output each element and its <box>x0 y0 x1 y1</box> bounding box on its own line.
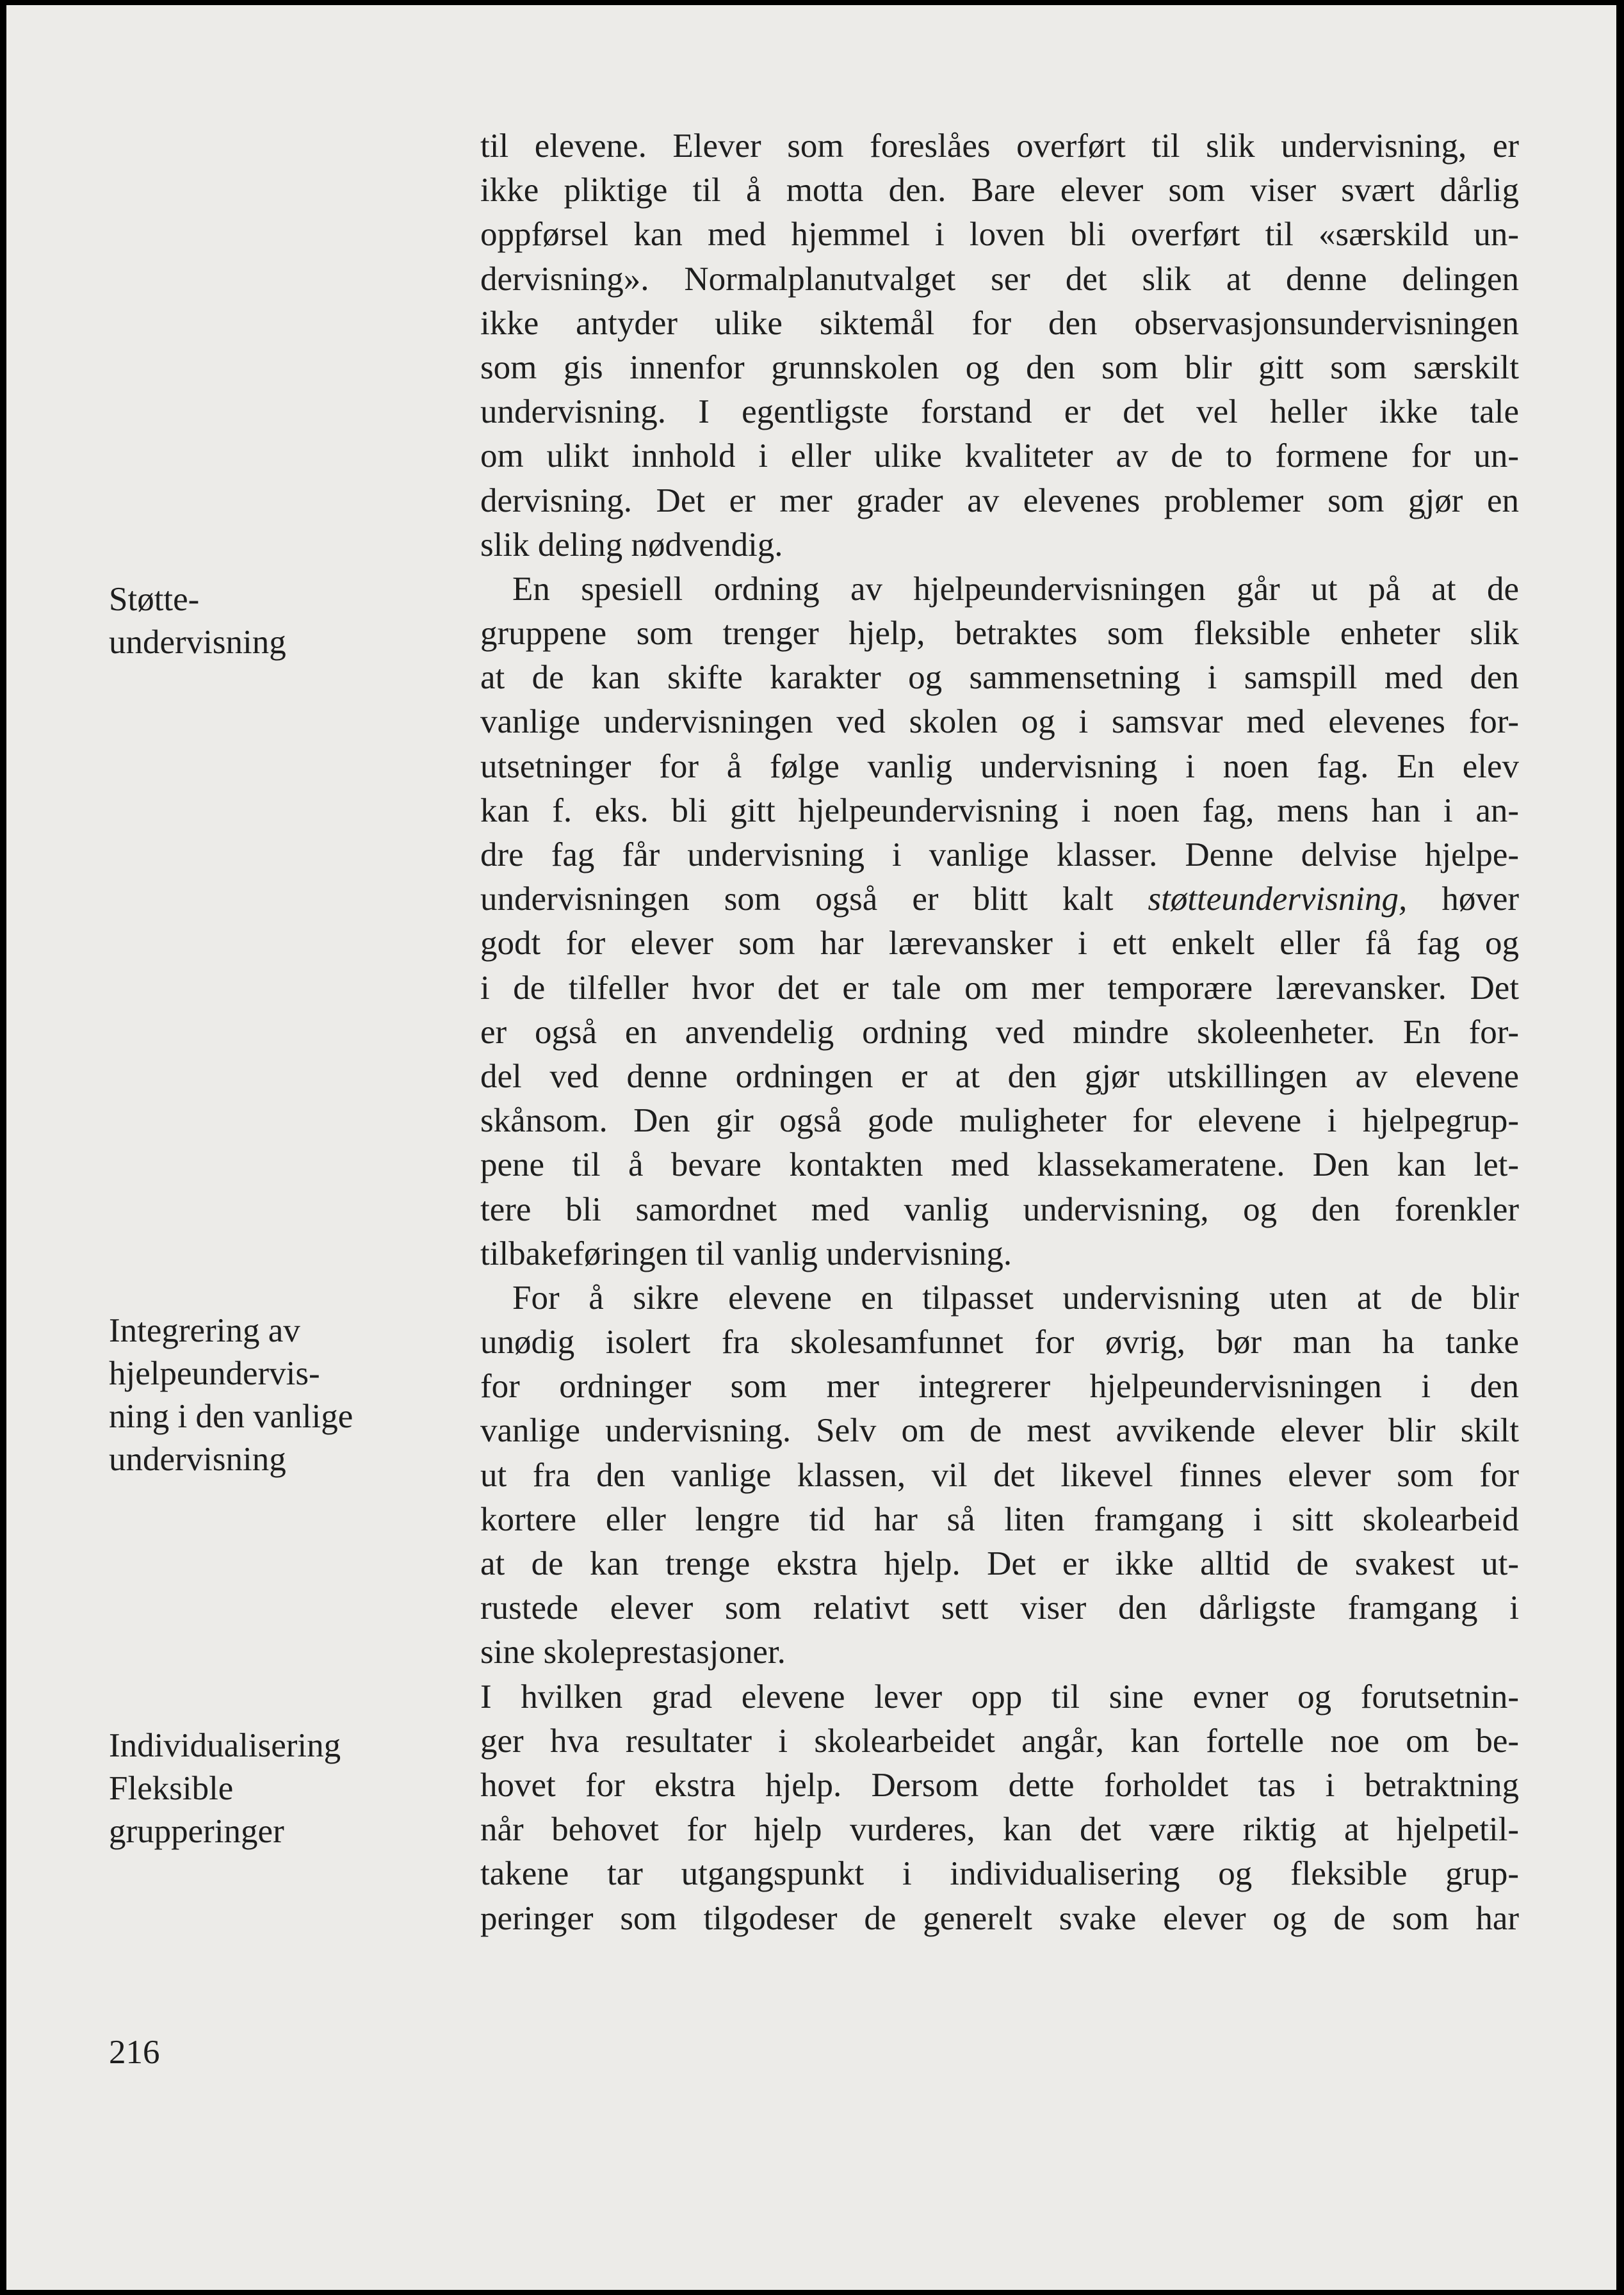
book-page <box>6 5 1616 2290</box>
text-line: sine skoleprestasjoner. <box>480 1634 786 1671</box>
text-line: dre fag får undervisning i vanlige klasser. Denne delvise hjelpe- <box>480 836 1519 873</box>
text-line: ut fra den vanlige klassen, vil det likevel finnes elever som for <box>480 1456 1519 1494</box>
page-number: 216 <box>109 2034 160 2071</box>
text-line: vanlige undervisning. Selv om de mest avvikende elever blir skilt <box>480 1412 1519 1450</box>
text-line: rustede elever som relativt sett viser den dårligste framgang i <box>480 1589 1519 1627</box>
text-line: ikke antyder ulike siktemål for den observasjonsundervisningen <box>480 304 1519 342</box>
text-line: for ordninger som mer integrerer hjelpeundervisningen i den <box>480 1368 1519 1406</box>
text-line: skånsom. Den gir også gode muligheter for elevene i hjelpegrup- <box>480 1102 1519 1140</box>
text-line: oppførsel kan med hjemmel i loven bli overført til «særskild un- <box>480 216 1519 254</box>
margin-note-line: ning i den vanlige <box>109 1398 353 1435</box>
text-line: I hvilken grad elevene lever opp til sine evner og forutsetnin- <box>480 1678 1519 1715</box>
margin-note-line: hjelpeundervis- <box>109 1355 320 1392</box>
text-line: peringer som tilgodeser de generelt svake elever og de som har <box>480 1899 1519 1937</box>
text-segment: undervisningen som også er blitt kalt <box>480 880 1114 918</box>
body-text <box>480 124 1519 1941</box>
text-line: dervisning». Normalplanutvalget ser det slik at denne delingen <box>480 260 1519 298</box>
text-line: ger hva resultater i skolearbeidet angår, kan fortelle noe om be- <box>480 1722 1519 1760</box>
margin-note-line: Integrering av <box>109 1312 300 1349</box>
text-line: undervisning. I egentligste forstand er det vel heller ikke tale <box>480 393 1519 431</box>
text-line: som gis innenfor grunnskolen og den som blir gitt som særskilt <box>480 348 1519 386</box>
text-line: kan f. eks. bli gitt hjelpeundervisning i noen fag, mens han i an- <box>480 791 1519 829</box>
text-line: om ulikt innhold i eller ulike kvaliteter av de to formene for un- <box>480 437 1519 475</box>
margin-note-line: undervisning <box>109 624 286 661</box>
text-line: når behovet for hjelp vurderes, kan det være riktig at hjelpetil- <box>480 1811 1519 1849</box>
text-line: ikke pliktige til å motta den. Bare elever som viser svært dårlig <box>480 172 1519 209</box>
text-line: i de tilfeller hvor det er tale om mer temporære lærevansker. Det <box>480 969 1519 1007</box>
text-line: gruppene som trenger hjelp, betraktes som fleksible enheter slik <box>480 615 1519 653</box>
margin-note-individualisering <box>109 1724 467 1853</box>
text-line: takene tar utgangspunkt i individualisering og fleksible grup- <box>480 1855 1519 1893</box>
text-line: dervisning. Det er mer grader av elevenes problemer som gjør en <box>480 482 1519 519</box>
text-line: slik deling nødvendig. <box>480 526 783 564</box>
margin-note-line: Fleksible <box>109 1770 234 1807</box>
margin-note-line: undervisning <box>109 1441 286 1478</box>
text-line: tilbakeføringen til vanlig undervisning. <box>480 1235 1012 1272</box>
text-line: vanlige undervisningen ved skolen og i samsvar med elevenes for- <box>480 703 1519 741</box>
text-line: kortere eller lengre tid har så liten framgang i sitt skolearbeid <box>480 1500 1519 1538</box>
text-line: En spesiell ordning av hjelpeundervisningen går ut på at de <box>512 570 1519 608</box>
text-line: er også en anvendelig ordning ved mindre skoleenheter. En for- <box>480 1013 1519 1051</box>
text-line: at de kan trenge ekstra hjelp. Det er ikke alltid de svakest ut- <box>480 1545 1519 1582</box>
text-line: For å sikre elevene en tilpasset undervisning uten at de blir <box>512 1279 1519 1317</box>
margin-note-stotteundervisning <box>109 578 467 664</box>
margin-note-integrering <box>109 1310 467 1481</box>
text-line: tere bli samordnet med vanlig undervisning, og den forenkler <box>480 1190 1519 1228</box>
text-segment: høver <box>1441 880 1520 918</box>
margin-note-line: grupperinger <box>109 1813 284 1850</box>
text-line: hovet for ekstra hjelp. Dersom dette forholdet tas i betraktning <box>480 1766 1519 1804</box>
margin-note-line: Individualisering <box>109 1727 341 1764</box>
italic-term-stotteundervisning: støtteundervisning, <box>1148 880 1408 918</box>
text-line: unødig isolert fra skolesamfunnet for øvrig, bør man ha tanke <box>480 1324 1519 1361</box>
text-line: at de kan skifte karakter og sammensetning i samspill med den <box>480 659 1519 697</box>
text-line: del ved denne ordningen er at den gjør utskillingen av elevene <box>480 1057 1519 1095</box>
text-line-with-italic <box>480 877 1519 921</box>
text-line: godt for elever som har lærevansker i ett enkelt eller få fag og <box>480 925 1519 962</box>
text-line: til elevene. Elever som foreslåes overført til slik undervisning, er <box>480 127 1519 165</box>
text-line: pene til å bevare kontakten med klassekameratene. Den kan let- <box>480 1146 1519 1184</box>
text-line: utsetninger for å følge vanlig undervisning i noen fag. En elev <box>480 747 1519 785</box>
margin-note-line: Støtte- <box>109 581 200 618</box>
